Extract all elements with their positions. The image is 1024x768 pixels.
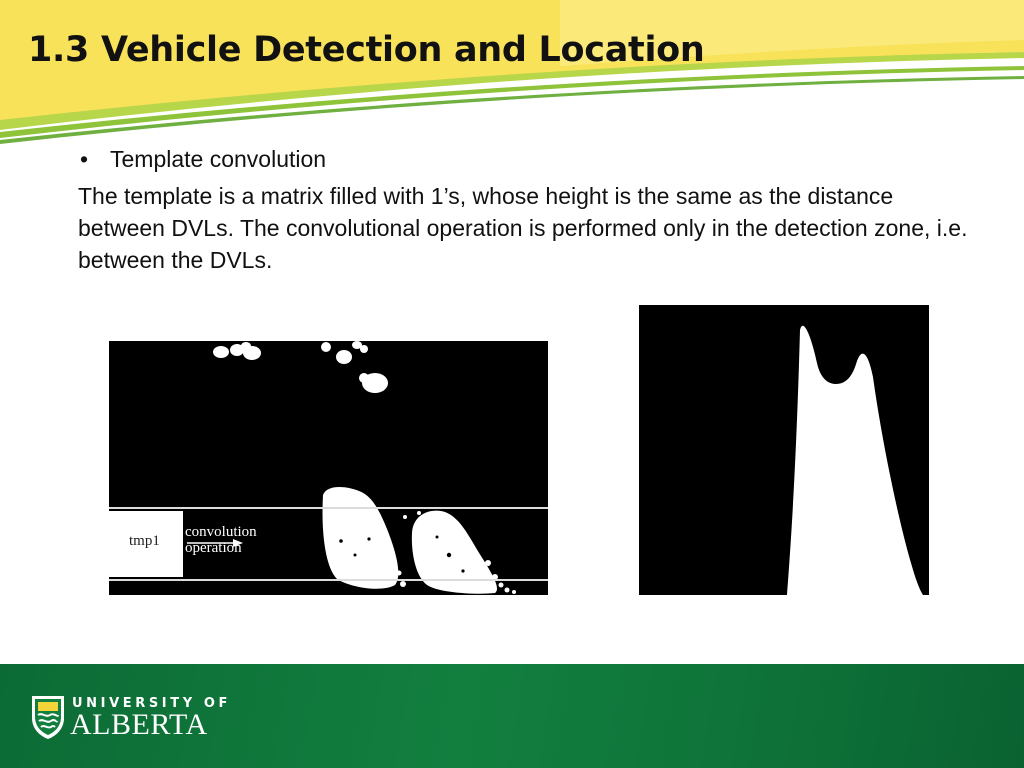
template-label: tmp1 — [129, 533, 160, 549]
template-box — [109, 511, 183, 577]
university-of-text: UNIVERSITY OF — [72, 696, 231, 711]
convolution-result-image — [639, 305, 929, 595]
header-swoosh — [0, 0, 1024, 150]
bullet-marker: • — [80, 146, 89, 172]
body-paragraph: The template is a matrix filled with 1’s, whose height is the same as the distance between DVLs. The convolutional operation is performed only in the detection zone, i.e. between the DVLs. — [78, 183, 968, 273]
convolution-result-figure — [639, 305, 929, 595]
slide-title: 1.3 Vehicle Detection and Location — [28, 30, 705, 70]
university-shield-icon — [30, 694, 66, 740]
bullet-item — [80, 146, 326, 173]
binary-image-figure — [109, 341, 548, 595]
bullet-text: Template convolution — [110, 146, 327, 172]
convolution-label-line2: operation — [185, 540, 242, 556]
convolution-label-line1: convolution — [185, 524, 257, 540]
alberta-text: ALBERTA — [70, 708, 208, 741]
convolution-label — [185, 524, 257, 556]
